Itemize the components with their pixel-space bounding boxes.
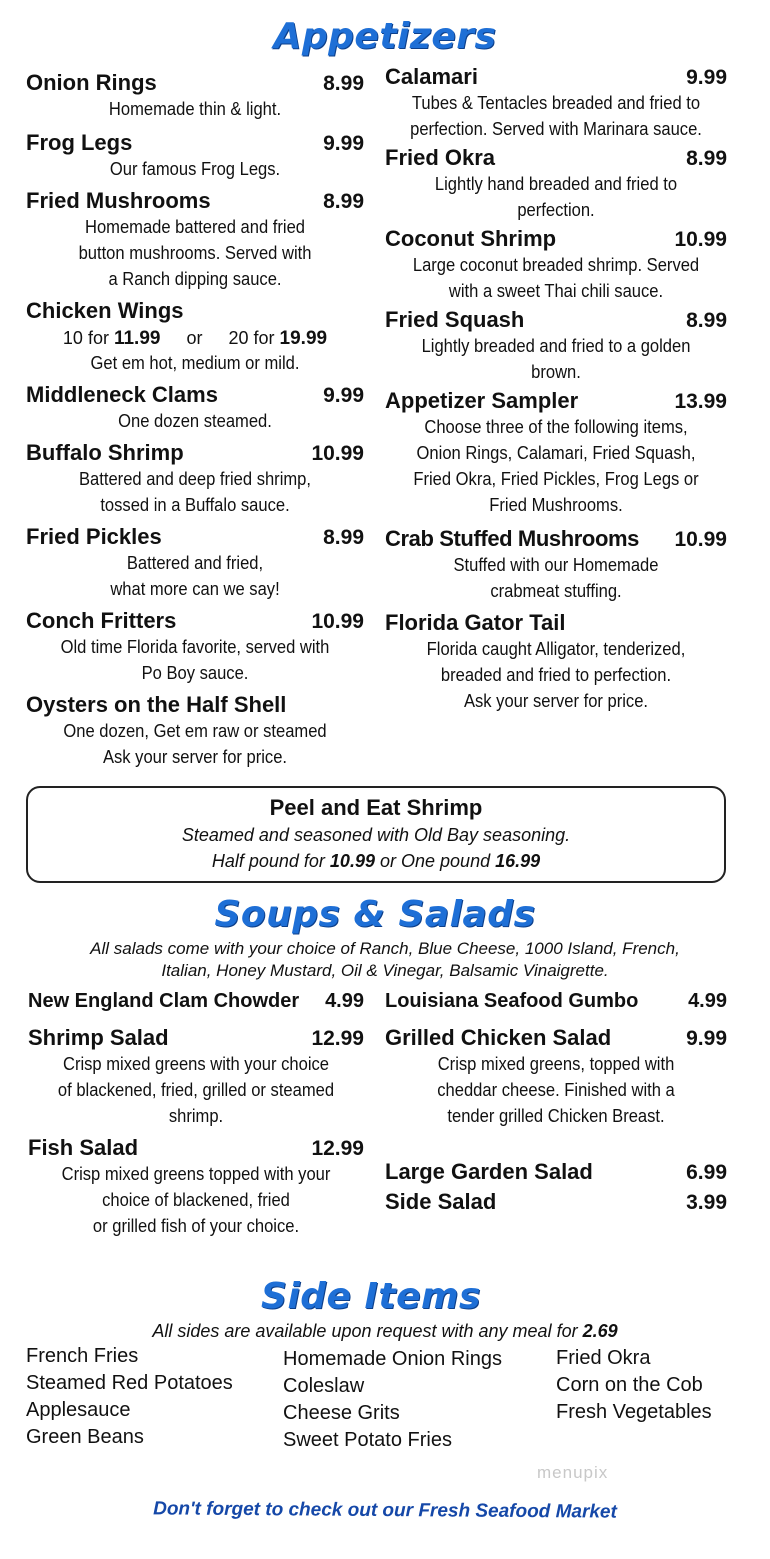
half-pound-label: Half pound for	[211, 851, 325, 871]
item-name: New England Clam Chowder	[28, 990, 300, 1012]
salad-dressing-note	[0, 938, 770, 982]
item-name: Fried Mushrooms	[26, 188, 211, 213]
item-description: Large coconut breaded shrimp. Served	[412, 255, 700, 275]
item-description: breaded and fried to perfection.	[440, 665, 672, 685]
item-price: 9.99	[686, 1027, 727, 1050]
item-price: 12.99	[311, 1027, 364, 1050]
item-price: 8.99	[686, 309, 727, 332]
menu-item	[26, 188, 364, 292]
item-description: perfection. Served with Marinara sauce.	[410, 119, 702, 139]
menu-item	[26, 692, 364, 770]
item-description: Ask your server for price.	[102, 747, 288, 767]
item-name: Chicken Wings	[26, 298, 184, 323]
item-price: 4.99	[688, 990, 727, 1012]
item-name: Buffalo Shrimp	[26, 440, 184, 465]
item-description: Our famous Frog Legs.	[109, 159, 281, 179]
menu-item	[385, 1025, 727, 1129]
side-item: Homemade Onion Rings	[283, 1348, 502, 1370]
salad-note-line-2: Italian, Honey Mustard, Oil & Vinegar, Balsamic Vinaigrette.	[161, 961, 609, 980]
wings-opt2-label: 20 for	[228, 328, 275, 348]
item-price: 8.99	[323, 72, 364, 95]
item-description: Fried Mushrooms.	[489, 495, 623, 515]
item-description: Fried Okra, Fried Pickles, Frog Legs or	[413, 469, 699, 489]
item-price: 12.99	[311, 1137, 364, 1160]
peel-and-eat-prices	[28, 848, 724, 874]
item-description: Battered and fried,	[126, 553, 264, 573]
item-description: choice of blackened, fried	[102, 1190, 290, 1210]
item-name: Oysters on the Half Shell	[26, 692, 287, 717]
item-description: tender grilled Chicken Breast.	[447, 1106, 665, 1126]
salad-note-line-1: All salads come with your choice of Ranch, Blue Cheese, 1000 Island, French,	[90, 939, 680, 958]
menu-item	[385, 1189, 727, 1215]
sides-note-price: 2.69	[582, 1321, 618, 1341]
peel-and-eat-shrimp-box	[26, 786, 726, 883]
menu-item	[385, 64, 727, 142]
side-item: Fresh Vegetables	[556, 1401, 712, 1423]
item-price: 10.99	[311, 610, 364, 633]
item-description: Crisp mixed greens with your choice	[63, 1054, 329, 1074]
item-price: 3.99	[686, 1191, 727, 1214]
item-name: Grilled Chicken Salad	[385, 1025, 612, 1050]
menu-item	[385, 990, 727, 1013]
item-price: 9.99	[323, 384, 364, 407]
menu-item	[28, 1025, 364, 1129]
item-name: Fish Salad	[28, 1135, 139, 1160]
item-description: or grilled fish of your choice.	[92, 1216, 300, 1236]
item-description: Crisp mixed greens, topped with	[437, 1054, 675, 1074]
item-price: 8.99	[686, 147, 727, 170]
menu-item	[26, 382, 364, 434]
wings-opt1-label: 10 for	[62, 328, 109, 348]
item-description: Stuffed with our Homemade	[453, 555, 659, 575]
menu-item	[26, 130, 364, 182]
item-description: perfection.	[517, 200, 595, 220]
item-price: 10.99	[311, 442, 364, 465]
side-item: Applesauce	[26, 1399, 131, 1421]
side-items-title: Side Items	[261, 1276, 481, 1317]
wings-options	[26, 328, 364, 350]
one-pound-price: 16.99	[495, 851, 541, 871]
item-name: Appetizer Sampler	[385, 388, 579, 413]
menu-item	[26, 524, 364, 602]
item-description: Onion Rings, Calamari, Fried Squash,	[416, 443, 696, 463]
item-name: Side Salad	[385, 1189, 497, 1214]
menu-item	[385, 526, 727, 604]
item-description: cheddar cheese. Finished with a	[437, 1080, 675, 1100]
menu-item	[385, 610, 727, 714]
wings-opt1-price: 11.99	[113, 328, 161, 349]
peel-or: or	[379, 851, 396, 871]
item-description: Old time Florida favorite, served with	[60, 637, 330, 657]
item-name: Conch Fritters	[26, 608, 177, 633]
item-description: Po Boy sauce.	[141, 663, 249, 683]
item-description: Florida caught Alligator, tenderized,	[426, 639, 686, 659]
item-description: a Ranch dipping sauce.	[108, 269, 282, 289]
item-description: of blackened, fried, grilled or steamed	[57, 1080, 335, 1100]
menu-item	[385, 226, 727, 304]
menu-item	[28, 990, 364, 1013]
menu-item	[26, 70, 364, 122]
item-description: Tubes & Tentacles breaded and fried to	[411, 93, 701, 113]
side-item: Corn on the Cob	[556, 1374, 703, 1396]
item-name: Frog Legs	[26, 130, 133, 155]
sides-column-2	[283, 1346, 502, 1454]
item-price: 13.99	[674, 390, 727, 413]
item-description: what more can we say!	[110, 579, 280, 599]
menu-item	[26, 298, 364, 376]
sides-note	[0, 1320, 770, 1342]
peel-and-eat-description: Steamed and seasoned with Old Bay seasoning.	[181, 825, 571, 845]
soups-left-column	[28, 990, 364, 1239]
item-price: 10.99	[674, 228, 727, 251]
side-item: Cheese Grits	[283, 1402, 400, 1424]
item-description: One dozen, Get em raw or steamed	[63, 721, 327, 741]
item-name: Shrimp Salad	[28, 1025, 169, 1050]
soups-right-column	[385, 990, 727, 1215]
footer-message: Don't forget to check out our Fresh Seafood Market	[153, 1498, 617, 1523]
menu-item	[385, 1159, 727, 1185]
item-name: Middleneck Clams	[26, 382, 218, 407]
menu-item	[385, 307, 727, 385]
side-item: French Fries	[26, 1345, 139, 1367]
side-item: Steamed Red Potatoes	[26, 1372, 233, 1394]
item-price: 4.99	[325, 990, 364, 1012]
appetizers-right-column	[385, 64, 727, 714]
appetizers-title: Appetizers	[273, 16, 497, 57]
item-name: Crab Stuffed Mushrooms	[385, 526, 639, 551]
item-description: Get em hot, medium or mild.	[90, 353, 300, 373]
menu-item	[385, 388, 727, 518]
item-description: One dozen steamed.	[118, 411, 272, 431]
item-description: Homemade thin & light.	[108, 99, 282, 119]
item-description: with a sweet Thai chili sauce.	[448, 281, 664, 301]
item-description: Battered and deep fried shrimp,	[79, 469, 311, 489]
item-name: Onion Rings	[26, 70, 157, 95]
one-pound-label: One pound	[401, 851, 491, 871]
wings-or: or	[186, 328, 203, 348]
item-description: Lightly hand breaded and fried to	[434, 174, 678, 194]
soups-salads-title: Soups & Salads	[214, 894, 536, 935]
item-description: Ask your server for price.	[463, 691, 649, 711]
side-item: Coleslaw	[283, 1375, 365, 1397]
item-price: 10.99	[674, 528, 727, 551]
menu-item	[26, 608, 364, 686]
item-description: crabmeat stuffing.	[490, 581, 622, 601]
item-description: button mushrooms. Served with	[78, 243, 312, 263]
item-description: shrimp.	[168, 1106, 224, 1126]
item-description: tossed in a Buffalo sauce.	[100, 495, 290, 515]
half-pound-price: 10.99	[329, 851, 375, 871]
item-name: Florida Gator Tail	[385, 610, 566, 635]
item-name: Fried Okra	[385, 145, 496, 170]
item-description: Choose three of the following items,	[424, 417, 688, 437]
sides-column-3	[556, 1345, 712, 1426]
appetizers-left-column	[26, 66, 364, 770]
item-price: 8.99	[323, 526, 364, 549]
item-price: 6.99	[686, 1161, 727, 1184]
item-price: 8.99	[323, 190, 364, 213]
side-item: Green Beans	[26, 1426, 144, 1448]
menu-item	[26, 440, 364, 518]
item-price: 9.99	[686, 66, 727, 89]
menu-item	[28, 1135, 364, 1239]
sides-column-1	[26, 1343, 233, 1451]
item-name: Coconut Shrimp	[385, 226, 557, 251]
wings-opt2-price: 19.99	[279, 328, 328, 349]
item-name: Fried Squash	[385, 307, 525, 332]
item-price: 9.99	[323, 132, 364, 155]
watermark: menupix	[537, 1463, 609, 1482]
item-description: Lightly breaded and fried to a golden	[421, 336, 691, 356]
side-item: Fried Okra	[556, 1347, 651, 1369]
item-description: Crisp mixed greens topped with your	[61, 1164, 331, 1184]
sides-note-text: All sides are available upon request with any meal for	[152, 1321, 578, 1341]
side-item: Sweet Potato Fries	[283, 1429, 452, 1451]
item-name: Large Garden Salad	[385, 1159, 593, 1184]
item-description: brown.	[531, 362, 581, 382]
item-description: Homemade battered and fried	[84, 217, 306, 237]
peel-and-eat-title: Peel and Eat Shrimp	[269, 795, 483, 820]
item-name: Fried Pickles	[26, 524, 162, 549]
item-name: Calamari	[385, 64, 478, 89]
menu-item	[385, 145, 727, 223]
item-name: Louisiana Seafood Gumbo	[385, 990, 639, 1012]
